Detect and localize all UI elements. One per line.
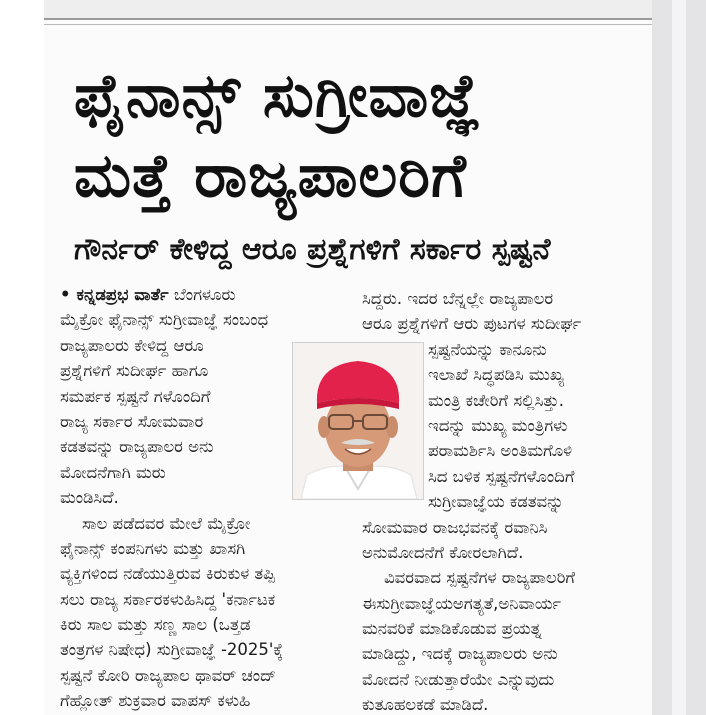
article-line: ಮೋದನೆಗಾಗಿ ಮರು [60,462,166,482]
article-line: ಆರೂ ಪ್ರಶ್ನೆಗಳಿಗೆ ಆರು ಪುಟಗಳ ಸುದೀರ್ಘ [362,314,582,334]
byline-source: ಕನ್ನಡಪ್ರಭ ವಾರ್ತೆ [76,285,169,304]
article-line: ಪರಾಮರ್ಶಿಸಿ ಅಂತಿಮಗೊಳಿ [428,441,573,461]
left-margin [0,0,44,715]
article-line: ಕಡತವನ್ನು ರಾಜ್ಯಪಾಲರ ಅನು [60,437,214,457]
headline [74,56,634,216]
byline [60,282,360,307]
article-line: ಮೋದನೆ ನೀಡುತ್ತಾರೆಯೇ ಎನ್ನುವುದು [362,669,555,689]
article-line: ಸೋಮವಾರ ರಾಜಭವನಕ್ಕೆ ರವಾನಿಸಿ [362,517,548,537]
article-line: ವಿವರವಾದ ಸ್ಪಷ್ಟನೆಗಳ ರಾಜ್ಯಪಾಲರಿಗೆ [384,568,575,588]
article-line: ಸಿದ ಬಳಿಕ ಸ್ಪಷ್ಟನೆಗಳೊಂದಿಗೆ [428,466,575,486]
right-margin-strip [672,0,686,715]
article-line: ಮಾಡಿದ್ದು, ಇದಕ್ಕೆ ರಾಜ್ಯಪಾಲರು ಅನು [362,644,558,664]
article-line: ರಾಜ್ಯಪಾಲರು ಕೇಳಿದ್ದ ಆರೂ [60,335,204,355]
article-line: ಸುಗ್ರೀವಾಜ್ಞೆಯ ಕಡತವನ್ನು [428,492,564,512]
top-rule [44,18,652,20]
top-rule-secondary [44,24,652,25]
article-line: ಸಲು ರಾಜ್ಯ ಸರ್ಕಾರಕಳುಹಿಸಿದ್ದ 'ಕರ್ನಾಟಕ [60,589,276,609]
article-line: ಸ್ಪಷ್ಟನೆ ಕೋರಿ ರಾಜ್ಯಪಾಲ ಥಾವರ್ ಚಂದ್ [60,665,277,685]
article-line: ವ್ಯಕ್ತಿಗಳಿಂದ ನಡೆಯುತ್ತಿರುವ ಕಿರುಕುಳ ತಪ್ಪಿ [60,564,275,584]
article-line: ಸಾಲ ಪಡೆದವರ ಮೇಲೆ ಮೈಕ್ರೋ [82,513,251,533]
headline-line-1: ಫೈನಾನ್ಸ್ ಸುಗ್ರೀವಾಜ್ಞೆ [74,61,482,131]
article-line: ಕುತೂಹಲಕಡೆ ಮಾಡಿದೆ. [362,695,489,715]
portrait-photo [292,342,424,500]
article-line: ಮಂಡಿಸಿದೆ. [60,488,119,508]
article-line: ಇಲಾಖೆ ಸಿದ್ಧಪಡಿಸಿ ಮುಖ್ಯ [428,365,565,385]
bullet-icon: • [60,285,71,304]
article-line: ಮನವರಿಕೆ ಮಾಡಿಕೊಡುವ ಪ್ರಯತ್ನ [362,619,542,639]
article-line: ಫೈನಾನ್ಸ್ ಕಂಪನಿಗಳು ಮತ್ತು ಖಾಸಗಿ [60,538,246,558]
article-line: ಮಂತ್ರಿ ಕಚೇರಿಗೆ ಸಲ್ಲಿಸಿತ್ತು. [428,390,564,410]
subheadline: ಗೌರ್ನರ್ ಕೇಳಿದ್ದ ಆರೂ ಪ್ರಶ್ನೆಗಳಿಗೆ ಸರ್ಕಾರ ಸ್ಪಷ್ಟನೆ [74,232,551,267]
byline-city: ಬೆಂಗಳೂರು [173,285,236,304]
article-line: ಇದನ್ನು ಮುಖ್ಯ ಮಂತ್ರಿಗಳು [428,415,568,435]
article-line: ಗೆಹ್ಲೋತ್ ಶುಕ್ರವಾರ ವಾಪಸ್ ಕಳುಹಿ [60,691,251,711]
article-line: ಕಿರು ಸಾಲ ಮತ್ತು ಸಣ್ಣ ಸಾಲ (ಒತ್ತಡ [60,615,251,635]
article-line: ಸಮರ್ಪಕ ಸ್ಪಷ್ಟನೆ ಗಳೊಂದಿಗೆ [60,386,211,406]
article-line: ಸ್ಪಷ್ಟನೆಯನ್ನು ಕಾನೂನು [428,339,547,359]
article-line: ಈಸುಗ್ರೀವಾಜ್ಞೆಯಅಗತ್ಯತೆ,ಅನಿವಾರ್ಯ [362,593,562,613]
portrait-photo-icon [293,343,423,499]
article-line: ರಾಜ್ಯ ಸರ್ಕಾರ ಸೋಮವಾರ [60,411,204,431]
article-line: ಮೈಕ್ರೋ ಫೈನಾನ್ಸ್ ಸುಗ್ರೀವಾಜ್ಞೆ ಸಂಬಂಧ [60,310,269,330]
article-line: ಸಿದ್ದರು. ಇದರ ಬೆನ್ನಲ್ಲೇ ರಾಜ್ಯಪಾಲರ [362,289,554,308]
article-line: ಅನುಮೋದನೆಗೆ ಕೋರಲಾಗಿದೆ. [362,542,524,562]
newspaper-clipping [44,18,652,715]
article-line: ಪ್ರಶ್ನೆಗಳಿಗೆ ಸುದೀರ್ಘ ಹಾಗೂ [60,361,209,381]
headline-line-2: ಮತ್ತೆ ರಾಜ್ಯಪಾಲರಿಗೆ [74,141,467,211]
article-line: ತಂತ್ರಗಳ ನಿಷೇಧ) ಸುಗ್ರೀವಾಜ್ಞೆ -2025'ಕ್ಕೆ [60,640,284,660]
